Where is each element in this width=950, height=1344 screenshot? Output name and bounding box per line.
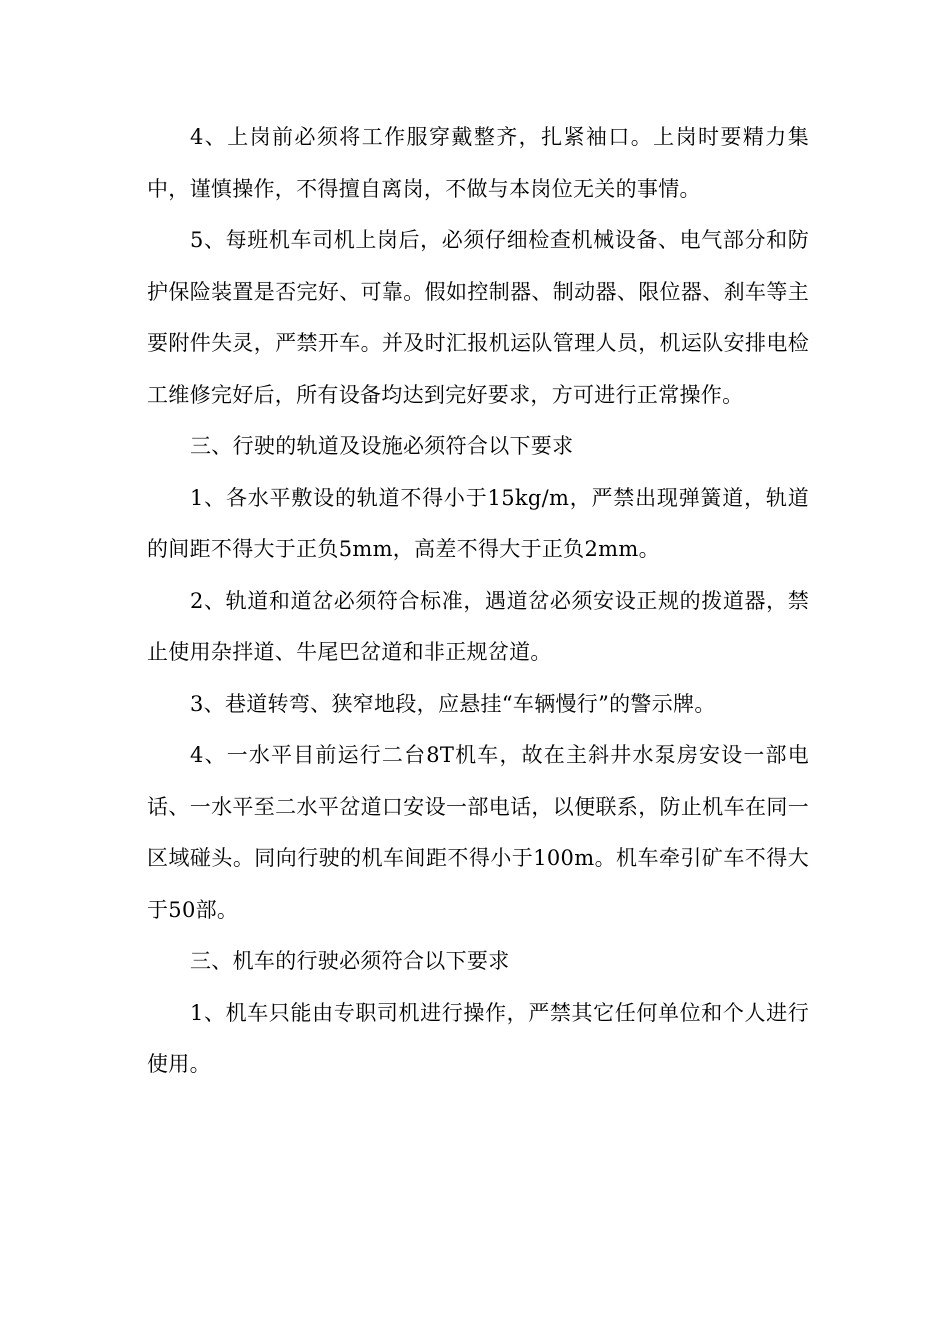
paragraph-track-item-1: 1、各水平敷设的轨道不得小于15kg/m，严禁出现弹簧道，轨道的间距不得大于正负5mm，高差不得大于正负2mm。 xyxy=(147,485,809,561)
paragraph-track-item-3: 3、巷道转弯、狭窄地段，应悬挂“车辆慢行”的警示牌。 xyxy=(190,691,716,716)
paragraph-track-item-2: 2、轨道和道岔必须符合标准，遇道岔必须安设正规的拨道器，禁止使用杂拌道、牛尾巴岔道和非正规岔道。 xyxy=(147,588,809,664)
paragraph-item-4-uniform: 4、上岗前必须将工作服穿戴整齐，扎紧袖口。上岗时要精力集中，谨慎操作，不得擅自离岗，不做与本岗位无关的事情。 xyxy=(147,125,809,201)
section-heading-track-requirements: 三、行驶的轨道及设施必须符合以下要求 xyxy=(190,434,574,458)
paragraph-driving-item-1: 1、机车只能由专职司机进行操作，严禁其它任何单位和个人进行使用。 xyxy=(147,1000,809,1076)
document-body xyxy=(147,112,809,1091)
paragraph-track-item-4: 4、一水平目前运行二台8T机车，故在主斜井水泵房安设一部电话、一水平至二水平岔道口安设一部电话，以便联系，防止机车在同一区域碰头。同向行驶的机车间距不得小于100m。机车牵引矿车不得大于50部。 xyxy=(147,743,809,922)
section-heading-driving-requirements: 三、机车的行驶必须符合以下要求 xyxy=(190,949,510,973)
paragraph-item-5-inspection: 5、每班机车司机上岗后，必须仔细检查机械设备、电气部分和防护保险装置是否完好、可靠。假如控制器、制动器、限位器、刹车等主要附件失灵，严禁开车。并及时汇报机运队管理人员，机运队安排电检工维修完好后，所有设备均达到完好要求，方可进行正常操作。 xyxy=(147,228,809,407)
